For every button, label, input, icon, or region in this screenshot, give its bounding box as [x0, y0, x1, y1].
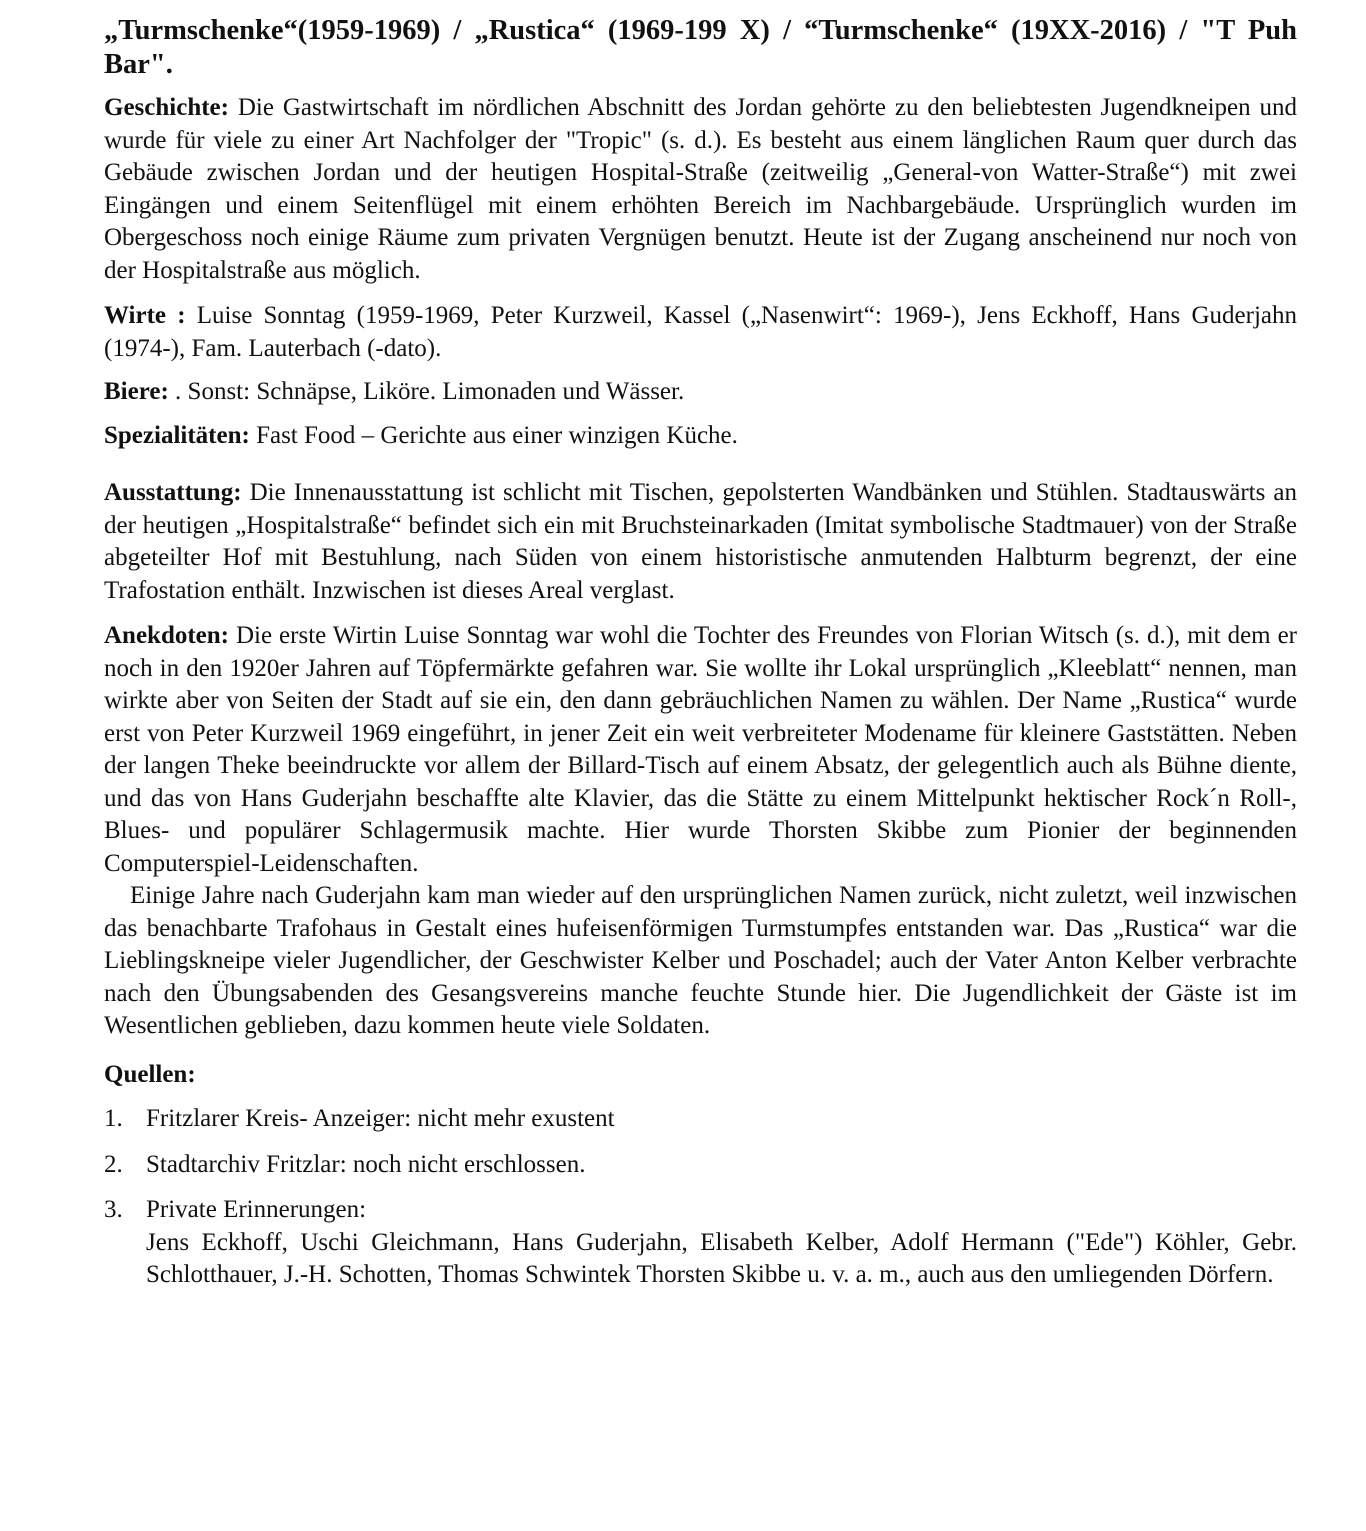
- document-page: [104, 14, 1297, 1305]
- section-text: Die Innenausstattung ist schlicht mit Tischen, gepolsterten Wandbänken und Stühlen. Stadtauswärts an der heutigen „Hospitalstraße“ befindet sich ein mit Bruchsteinarkaden (Imitat symbolische Stadtmauer) von der Straße abgeteilter Hof mit Bestuhlung, nach Süden von einem historistische anmutenden Halbturm begrenzt, der eine Trafostation enthält. Inzwischen ist dieses Areal verglast.: [104, 479, 1298, 604]
- section-anekdoten-continued: Einige Jahre nach Guderjahn kam man wieder auf den ursprünglichen Namen zurück, nicht zuletzt, weil inzwischen das benachbarte Trafohaus in Gestalt eines hufeisenförmigen Turmstumpfes entstanden war. Das „Rustica“ war die Lieblingskneipe vieler Jugendlicher, der Geschwister Kelber und Poschadel; auch der Vater Anton Kelber verbrachte nach den Übungsabenden des Gesangsvereins manche feuchte Stunde hier. Die Jugendlichkeit der Gäste ist im Wesentlichen geblieben, dazu kommen heute viele Soldaten.: [104, 882, 1297, 1039]
- page-title: „Turmschenke“(1959-1969) / „Rustica“ (1969-199 X) / “Turmschenke“ (19XX-2016) / "T Puh Bar".: [104, 15, 1297, 80]
- source-text: Stadtarchiv Fritzlar: noch nicht erschlossen.: [146, 1150, 586, 1178]
- section-wirte: [104, 300, 1297, 365]
- section-biere: [104, 376, 1297, 409]
- section-label: Geschichte:: [104, 94, 229, 121]
- section-geschichte: [104, 92, 1297, 287]
- section-label: Spezialitäten:: [104, 421, 250, 449]
- sources-heading: Quellen:: [104, 1060, 196, 1088]
- section-text: Die Gastwirtschaft im nördlichen Abschnitt des Jordan gehörte zu den beliebtesten Jugendkneipen und wurde für viele zu einer Art Nachfolger der "Tropic" (s. d.). Es besteht aus einem länglichen Raum quer durch das Gebäude zwischen Jordan und der heutigen Hospital-Straße (zeitweilig „General-von Watter-Straße“) mit zwei Eingängen und einem Seitenflügel mit einem erhöhten Bereich im Nachbargebäude. Ursprünglich wurden im Obergeschoss noch einige Räume zum privaten Vergnügen benutzt. Heute ist der Zugang anscheinend nur noch von der Hospitalstraße aus möglich.: [104, 94, 1298, 284]
- sources-list: [104, 1103, 1297, 1292]
- source-number: 3.: [104, 1196, 123, 1223]
- section-label: Anekdoten:: [104, 622, 230, 649]
- section-spezialitaeten: [104, 420, 1297, 453]
- source-number: 1.: [104, 1105, 123, 1132]
- section-label: Biere:: [104, 378, 169, 405]
- source-text: Fritzlarer Kreis- Anzeiger: nicht mehr exustent: [146, 1105, 615, 1132]
- source-text: Private Erinnerungen:: [146, 1196, 367, 1223]
- source-detail: Jens Eckhoff, Uschi Gleichmann, Hans Guderjahn, Elisabeth Kelber, Adolf Hermann ("Ede") Köhler, Gebr. Schlotthauer, J.-H. Schotten, Thomas Schwintek Thorsten Skibbe u. v. a. m., auch aus den umliegenden Dörfern.: [146, 1228, 1297, 1288]
- section-ausstattung: [104, 477, 1297, 607]
- section-label: Ausstattung:: [104, 479, 242, 506]
- source-item: [104, 1194, 1297, 1292]
- section-label: Wirte :: [104, 302, 186, 329]
- source-item: [104, 1103, 1297, 1136]
- section-text: . Sonst: Schnäpse, Liköre. Limonaden und Wässer.: [175, 378, 685, 405]
- source-item: [104, 1149, 1297, 1182]
- section-text: Fast Food – Gerichte aus einer winzigen Küche.: [256, 421, 738, 449]
- section-text: Luise Sonntag (1959-1969, Peter Kurzweil, Kassel („Nasenwirt“: 1969-), Jens Eckhoff, Hans Guderjahn (1974-), Fam. Lauterbach (-dato).: [104, 302, 1297, 362]
- section-anekdoten: [104, 620, 1297, 880]
- section-text: Die erste Wirtin Luise Sonntag war wohl die Tochter des Freundes von Florian Witsch (s. d.), mit dem er noch in den 1920er Jahren auf Töpfermärkte gefahren war. Sie wollte ihr Lokal ursprünglich „Kleeblatt“ nennen, man wirkte aber von Seiten der Stadt auf sie ein, den dann gebräuchlichen Namen zu wählen. Der Name „Rustica“ wurde erst von Peter Kurzweil 1969 eingeführt, in jener Zeit ein weit verbreiteter Modename für kleinere Gaststätten. Neben der langen Theke beeindruckte vor allem der Billard-Tisch auf einem Absatz, der gelegentlich auch als Bühne diente, und das von Hans Guderjahn beschaffte alte Klavier, das die Stätte zu einem Mittelpunkt hektischer Rock´n Roll-, Blues- und populärer Schlagermusik machte. Hier wurde Thorsten Skibbe zum Pionier der beginnenden Computerspiel-Leidenschaften.: [104, 622, 1297, 877]
- source-number: 2.: [104, 1150, 123, 1178]
